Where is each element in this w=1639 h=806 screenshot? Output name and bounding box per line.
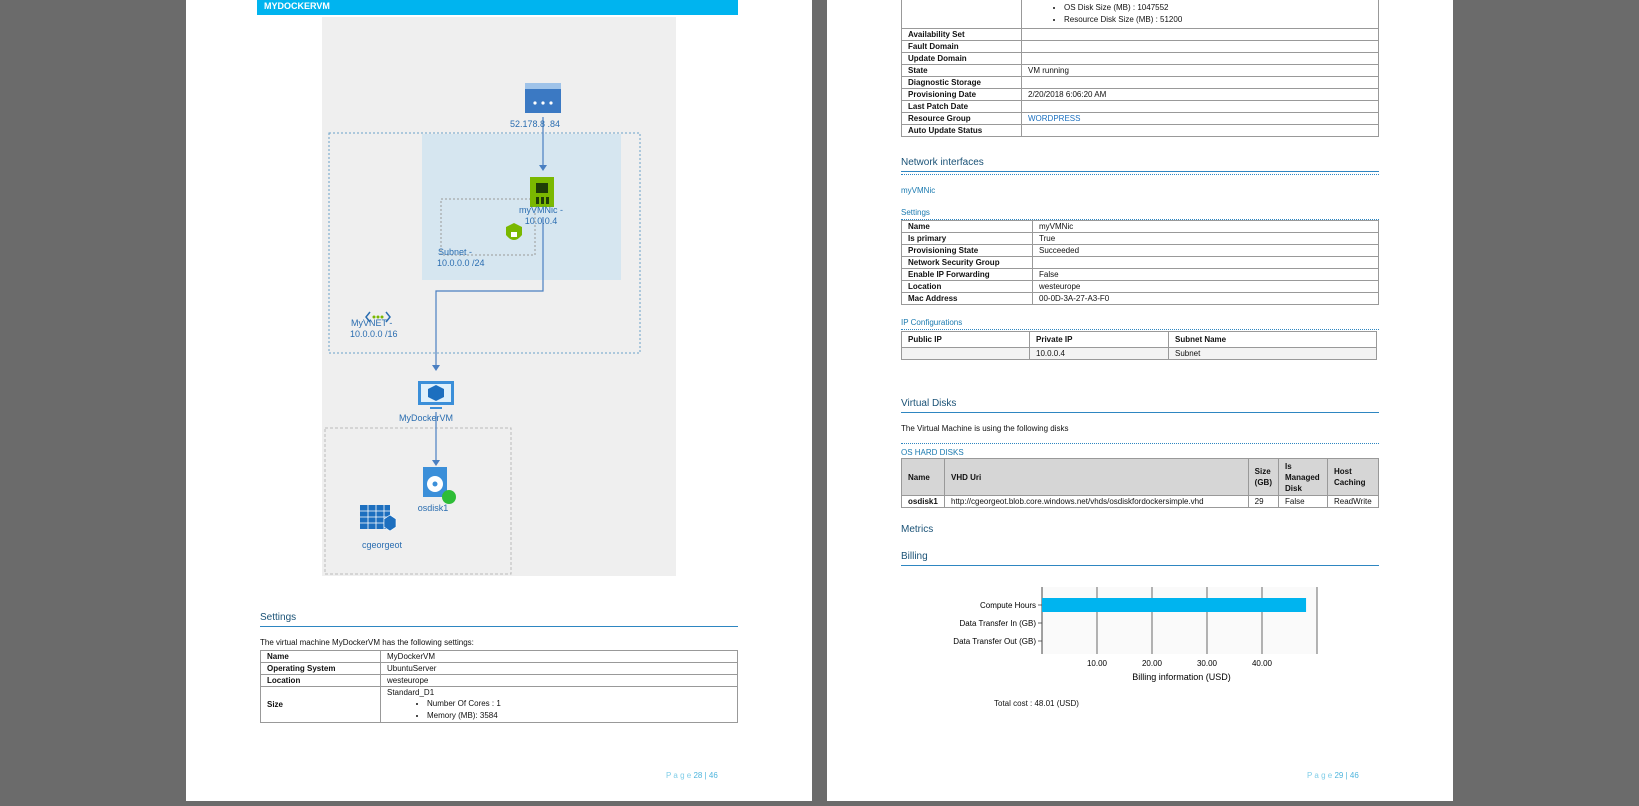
table-cell: http://cgeorgeot.blob.core.windows.net/vhds/osdiskfordockersimple.vhd xyxy=(945,496,1249,508)
page-number: 29 | 46 xyxy=(1334,771,1359,780)
table-key: Mac Address xyxy=(902,293,1033,305)
page-footer-label: P a g e xyxy=(1307,771,1333,780)
table-row xyxy=(902,221,1379,233)
vm-label: MyDockerVM xyxy=(398,413,453,423)
table-row xyxy=(902,65,1379,77)
table-cell: Subnet xyxy=(1169,348,1377,360)
table-value xyxy=(1033,257,1379,269)
metrics-heading: Metrics xyxy=(901,524,934,535)
bar xyxy=(1042,598,1306,612)
table-row xyxy=(902,101,1379,113)
column-header: VHD Uri xyxy=(945,459,1249,496)
x-tick-label: 20.00 xyxy=(1141,659,1163,668)
column-header: Subnet Name xyxy=(1169,332,1377,348)
table-key: Location xyxy=(261,675,381,687)
vnet-label-line1: MyVNET - xyxy=(351,318,393,328)
vm-properties-table xyxy=(901,0,1379,137)
list-item: • OS Disk Size (MB) : 1047552 xyxy=(1064,2,1372,14)
table-key: Last Patch Date xyxy=(902,101,1022,113)
resource-group-link[interactable]: WORDPRESS xyxy=(1022,113,1379,125)
table-row xyxy=(902,77,1379,89)
table-key: State xyxy=(902,65,1022,77)
os-disks-heading: OS HARD DISKS xyxy=(901,443,1379,459)
virtual-disks-heading: Virtual Disks xyxy=(901,398,1379,413)
table-key: Diagnostic Storage xyxy=(902,77,1022,89)
table-value: 00-0D-3A-27-A3-F0 xyxy=(1033,293,1379,305)
table-value xyxy=(1022,125,1379,137)
settings-value xyxy=(381,687,738,723)
network-interface-icon xyxy=(530,177,554,207)
column-header: Private IP xyxy=(1030,332,1169,348)
table-key: Network Security Group xyxy=(902,257,1033,269)
y-category-label: Data Transfer In (GB) xyxy=(959,619,1036,628)
os-disk-icon xyxy=(423,467,456,504)
page-footer-label: P a g e xyxy=(666,771,692,780)
table-key: Operating System xyxy=(261,663,381,675)
table-row xyxy=(902,348,1377,360)
table-row xyxy=(261,663,738,675)
table-key: Fault Domain xyxy=(902,41,1022,53)
table-cell: False xyxy=(1279,496,1328,508)
total-cost: Total cost : 48.01 (USD) xyxy=(994,699,1079,708)
table-key: Resource Group xyxy=(902,113,1022,125)
table-key: Availability Set xyxy=(902,29,1022,41)
table-value xyxy=(1022,29,1379,41)
arrow-head xyxy=(432,365,440,371)
network-interfaces-heading: Network interfaces xyxy=(901,157,1379,172)
table-row xyxy=(902,496,1379,508)
list-item: • Resource Disk Size (MB) : 51200 xyxy=(1064,14,1372,26)
x-tick-label: 30.00 xyxy=(1196,659,1218,668)
table-row xyxy=(902,29,1379,41)
table-row xyxy=(902,233,1379,245)
settings-intro: The virtual machine MyDockerVM has the following settings: xyxy=(260,638,474,647)
table-cell xyxy=(902,348,1030,360)
vm-settings-table xyxy=(260,650,738,723)
table-key: Name xyxy=(902,221,1033,233)
ip-configurations-table xyxy=(901,331,1377,360)
page-number: 28 | 46 xyxy=(693,771,718,780)
nic-settings-table xyxy=(901,220,1379,305)
arrow-head xyxy=(432,460,440,466)
storage-account-icon xyxy=(360,505,396,531)
table-cell: 29 xyxy=(1248,496,1278,508)
column-header: Public IP xyxy=(902,332,1030,348)
table-value: True xyxy=(1033,233,1379,245)
column-header: Is Managed Disk xyxy=(1279,459,1328,496)
size-details-list xyxy=(387,698,731,722)
table-value: MyDockerVM xyxy=(381,651,738,663)
vm-section-header: MYDOCKERVM xyxy=(257,0,738,15)
y-category-label: Data Transfer Out (GB) xyxy=(953,637,1036,646)
table-key: Is primary xyxy=(902,233,1033,245)
table-row xyxy=(261,651,738,663)
storage-label: cgeorgeot xyxy=(361,540,403,550)
settings-heading: Settings xyxy=(260,612,738,627)
storage-boundary xyxy=(325,428,511,574)
table-value: 2/20/2018 6:06:20 AM xyxy=(1022,89,1379,101)
table-header-row xyxy=(902,459,1379,496)
x-tick-label: 40.00 xyxy=(1251,659,1273,668)
table-row xyxy=(902,245,1379,257)
table-row xyxy=(902,281,1379,293)
table-row xyxy=(902,0,1379,29)
nic-label-line1: myVMNic - xyxy=(519,205,563,215)
table-key: Provisioning State xyxy=(902,245,1033,257)
settings-key: Size xyxy=(261,687,381,723)
table-value: myVMNic xyxy=(1033,221,1379,233)
table-key: Name xyxy=(261,651,381,663)
column-header: Name xyxy=(902,459,945,496)
divider xyxy=(901,174,1379,175)
table-row xyxy=(902,293,1379,305)
subnet-label-line2: 10.0.0.0 /24 xyxy=(437,258,485,268)
y-category-label: Compute Hours xyxy=(979,601,1036,610)
nic-settings-heading: Settings xyxy=(901,208,1379,220)
disks-intro: The Virtual Machine is using the following disks xyxy=(901,424,1069,433)
public-ip-label: 52.178.8 .84 xyxy=(509,119,561,129)
list-item: • Number Of Cores : 1 xyxy=(427,698,731,710)
table-row xyxy=(902,89,1379,101)
virtual-machine-icon xyxy=(418,381,454,409)
column-header: Host Caching xyxy=(1328,459,1379,496)
table-row xyxy=(261,687,738,723)
table-row xyxy=(261,675,738,687)
table-value: VM running xyxy=(1022,65,1379,77)
table-value: westeurope xyxy=(1033,281,1379,293)
nic-label-line2: 10.0.0.4 xyxy=(524,216,558,226)
table-cell: ReadWrite xyxy=(1328,496,1379,508)
document-page-29 xyxy=(827,0,1453,801)
table-row xyxy=(902,41,1379,53)
table-value: False xyxy=(1033,269,1379,281)
table-row xyxy=(902,269,1379,281)
table-header-row xyxy=(902,332,1377,348)
vnet-label-line2: 10.0.0.0 /16 xyxy=(350,329,398,339)
table-key: Provisioning Date xyxy=(902,89,1022,101)
topology-diagram-lines xyxy=(322,17,676,576)
billing-heading: Billing xyxy=(901,551,1379,566)
table-key: Location xyxy=(902,281,1033,293)
subnet-label-line1: Subnet - xyxy=(438,247,473,257)
os-disks-table xyxy=(901,458,1379,508)
chart-plot-area xyxy=(1042,587,1317,654)
table-value: Succeeded xyxy=(1033,245,1379,257)
disk-label: osdisk1 xyxy=(417,503,449,513)
billing-chart xyxy=(901,582,1379,712)
table-key: Update Domain xyxy=(902,53,1022,65)
page-footer xyxy=(666,771,718,780)
table-key: Auto Update Status xyxy=(902,125,1022,137)
table-value: westeurope xyxy=(381,675,738,687)
nic-name-heading: myVMNic xyxy=(901,186,936,195)
column-header: Size (GB) xyxy=(1248,459,1278,496)
page-footer xyxy=(1307,771,1359,780)
list-item: • Memory (MB): 3584 xyxy=(427,710,731,722)
table-cell: osdisk1 xyxy=(902,496,945,508)
table-row xyxy=(902,113,1379,125)
size-value: Standard_D1 xyxy=(387,688,435,697)
table-key: Enable IP Forwarding xyxy=(902,269,1033,281)
document-page-28 xyxy=(186,0,812,801)
ip-configurations-heading: IP Configurations xyxy=(901,318,1379,330)
table-row xyxy=(902,125,1379,137)
table-value xyxy=(1022,41,1379,53)
x-tick-label: 10.00 xyxy=(1086,659,1108,668)
size-details-list xyxy=(1028,0,1372,26)
table-value xyxy=(1022,53,1379,65)
x-axis-label: Billing information (USD) xyxy=(1132,672,1231,682)
table-value xyxy=(1022,101,1379,113)
table-row xyxy=(902,53,1379,65)
public-ip-icon xyxy=(525,83,561,113)
table-cell: 10.0.0.4 xyxy=(1030,348,1169,360)
table-row xyxy=(902,257,1379,269)
table-value xyxy=(1022,77,1379,89)
table-value: UbuntuServer xyxy=(381,663,738,675)
